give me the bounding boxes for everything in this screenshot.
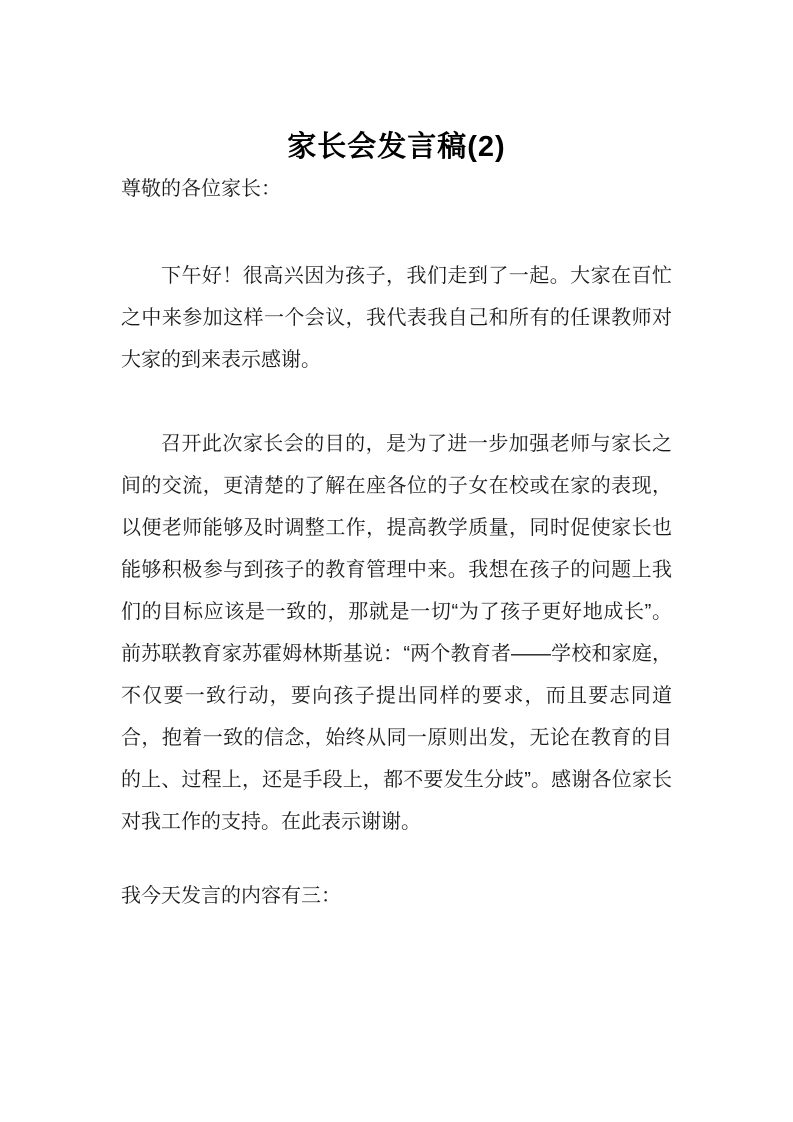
document-body <box>121 168 672 917</box>
salutation-line: 尊敬的各位家长： <box>121 178 281 200</box>
paragraph-agenda-intro: 我今天发言的内容有三： <box>121 885 341 907</box>
paragraph-greeting: 下午好！很高兴因为孩子，我们走到了一起。大家在百忙之中来参加这样一个会议，我代表我自己和所有的任课教师对大家的到来表示感谢。 <box>121 265 672 371</box>
document-title: 家长会发言稿(2) <box>287 131 506 163</box>
paragraph-meeting-purpose: 召开此次家长会的目的，是为了进一步加强老师与家长之间的交流，更清楚的了解在座各位的子女在校或在家的表现，以便老师能够及时调整工作，提高教学质量，同时促使家长也能够积极参与到孩子的教育管理中来。我想在孩子的问题上我们的目标应该是一致的，那就是一切“为了孩子更好地成长”。前苏联教育家苏霍姆林斯基说：“两个教育者——学校和家庭，不仅要一致行动，要向孩子提出同样的要求，而且要志同道合，抱着一致的信念，始终从同一原则出发，无论在教育的目的上、过程上，还是手段上，都不要发生分歧”。感谢各位家长对我工作的支持。在此表示谢谢。 <box>121 433 672 833</box>
